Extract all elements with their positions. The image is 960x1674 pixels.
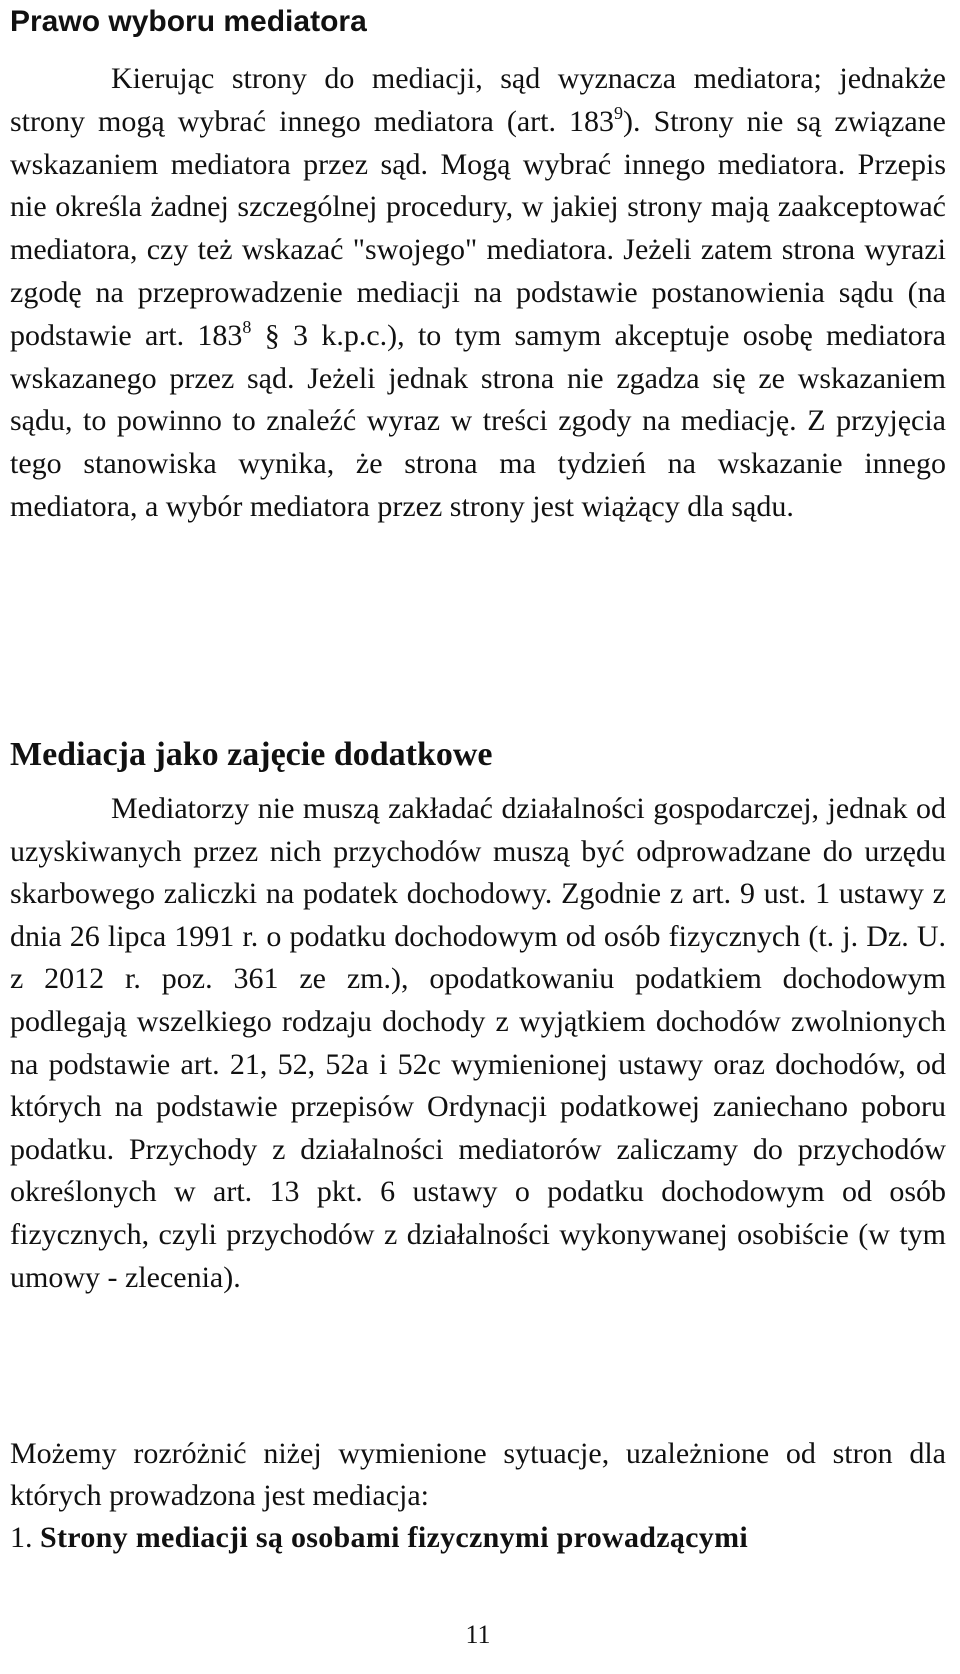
superscript: 8 bbox=[242, 316, 252, 337]
paragraph-tax: Mediatorzy nie muszą zakładać działalności gospodarczej, jednak od uzyskiwanych przez nich przychodów muszą być odprowadzane do urzędu skarbowego zaliczki na podatek dochodowy. Zgodnie z art. 9 ust. 1 ustawy z dnia 26 lipca 1991 r. o podatku dochodowym od osób fizycznych (t. j. Dz. U. z 2012 r. poz. 361 ze zm.), opodatkowaniu podatkiem dochodowym podlegają wszelkiego rodzaju dochody z wyjątkiem dochodów zwolnionych na podstawie art. 21, 52, 52a i 52c wymienionej ustawy oraz dochodów, od których na podstawie przepisów Ordynacji podatkowej zaniechano poboru podatku. Przychody z działalności mediatorów zaliczamy do przychodów określonych w art. 13 pkt. 6 ustawy o podatku dochodowym od osób fizycznych, czyli przychodów z działalności wykonywanej osobiście (w tym umowy - zlecenia). bbox=[10, 792, 946, 1294]
section-heading-additional-occupation: Mediacja jako zajęcie dodatkowe bbox=[10, 736, 493, 773]
list-item-text: Strony mediacji są osobami fizycznymi prowadzącymi bbox=[40, 1521, 749, 1554]
list-number: 1. bbox=[10, 1521, 33, 1554]
document-page bbox=[6, 0, 950, 1674]
paragraph-situations: Możemy rozróżnić niżej wymienione sytuacje, uzależnione od stron dla których prowadzona jest mediacja: bbox=[10, 1437, 946, 1512]
section-heading-mediator-choice: Prawo wyboru mediatora bbox=[10, 5, 367, 38]
paragraph-text: Kierując strony do mediacji, sąd wyznacza mediatora; jednakże strony mogą wybrać innego mediatora (art. 183 bbox=[10, 62, 946, 138]
paragraph-text: § 3 k.p.c.), to tym samym akceptuje osobę mediatora wskazanego przez sąd. Jeżeli jednak strona nie zgadza się ze wskazaniem sądu, to powinno to znaleźć wyraz w treści zgody na mediację. Z przyjęcia tego stanowiska wynika, że strona ma tydzień na wskazanie innego mediatora, a wybór mediatora przez strony jest wiążący dla sądu. bbox=[10, 318, 947, 523]
superscript: 9 bbox=[614, 102, 624, 123]
page-number: 11 bbox=[465, 1620, 491, 1649]
paragraph-text: ). Strony nie są związane wskazaniem mediatora przez sąd. Mogą wybrać innego mediatora. Przepis nie określa żadnej szczególnej procedury, w jakiej strony mają zaakceptować mediatora, czy też wskazać "swojego" mediatora. Jeżeli zatem strona wyrazi zgodę na przeprowadzenie mediacji na podstawie postanowienia sądu (na podstawie art. 183 bbox=[10, 104, 946, 352]
list-item bbox=[10, 1517, 946, 1559]
paragraph-mediator-choice bbox=[10, 58, 946, 529]
